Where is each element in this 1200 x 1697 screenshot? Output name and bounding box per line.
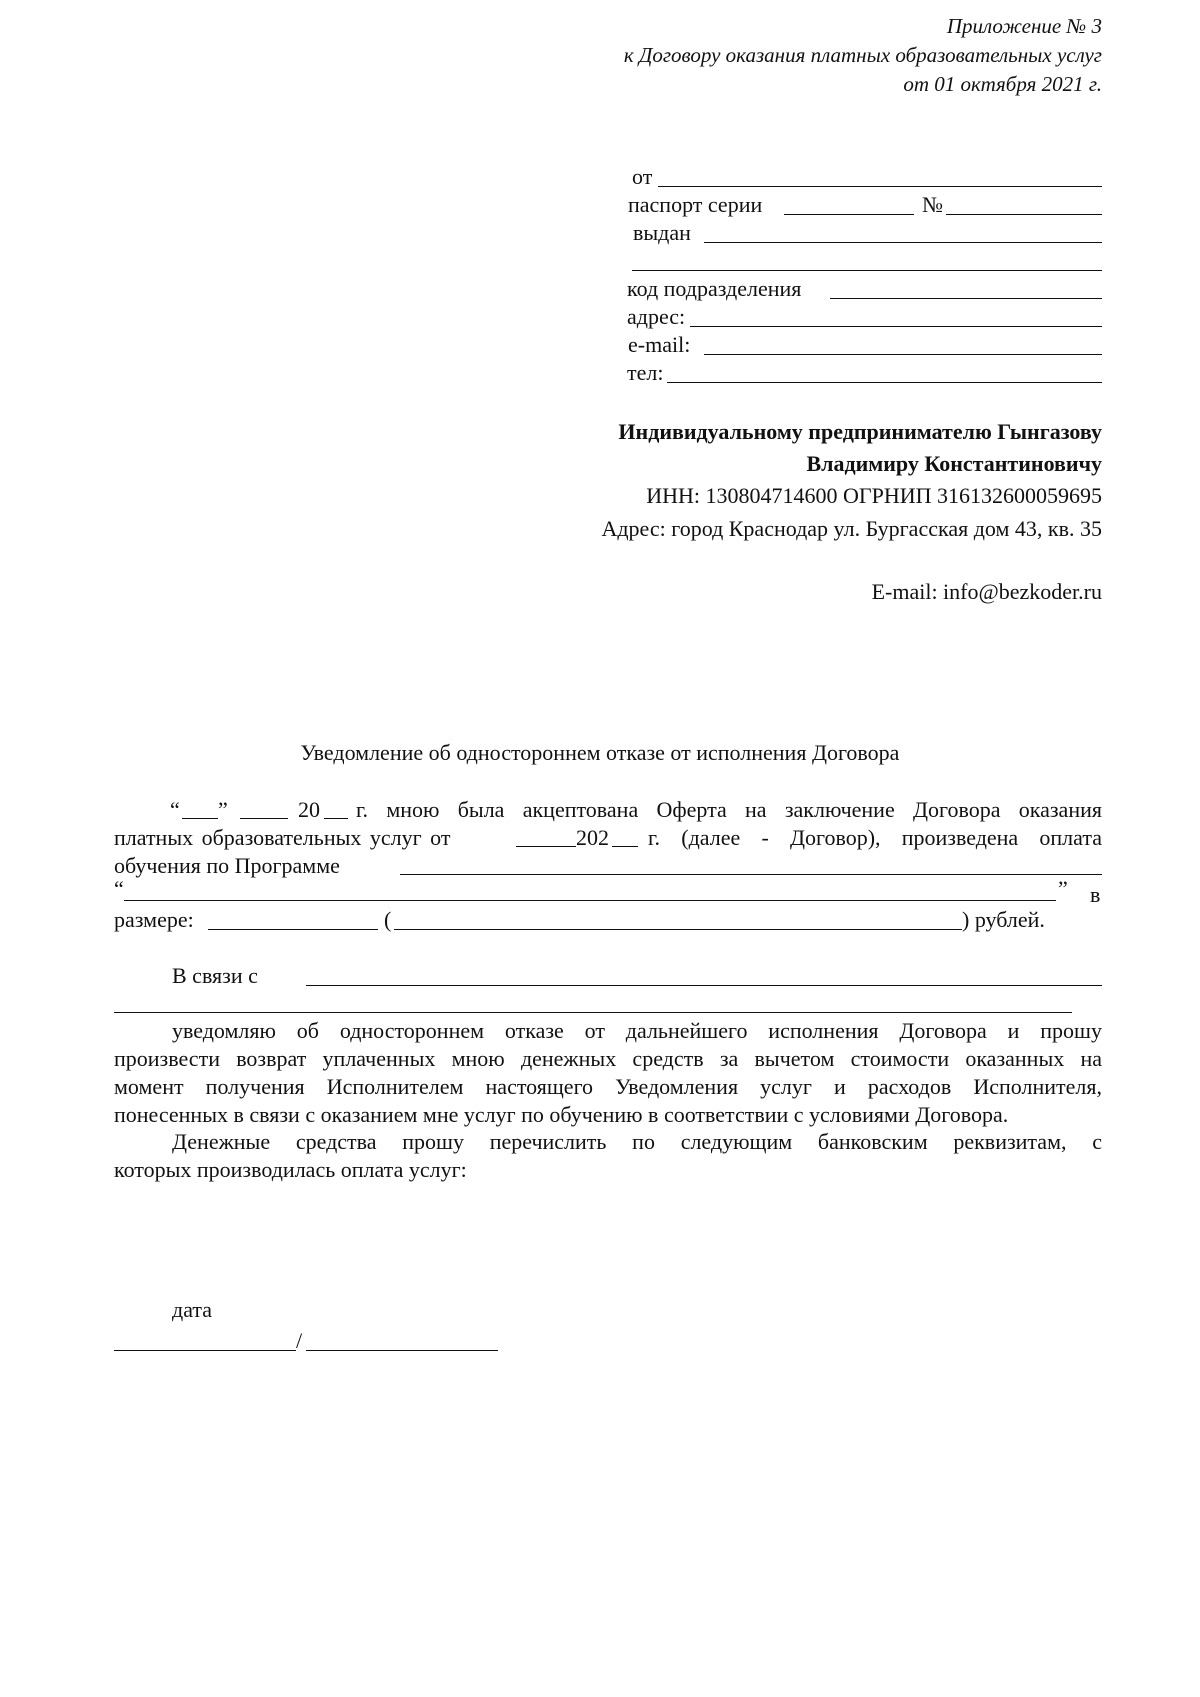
signature-field[interactable] <box>114 1350 296 1351</box>
signature-slash: / <box>296 1328 303 1353</box>
sender-from-field[interactable] <box>658 186 1102 187</box>
signature-name-field[interactable] <box>306 1350 498 1351</box>
p1-line4-quote-close: ” <box>1058 876 1068 901</box>
issued-label: выдан <box>633 220 691 245</box>
p2-line1: уведомляю об одностороннем отказе от дальнейшего исполнения Договора и прошу <box>172 1018 1102 1043</box>
issued-field-line2[interactable] <box>632 270 1102 271</box>
division-code-field[interactable] <box>830 298 1102 299</box>
p1-year-prefix: 20 <box>298 797 320 822</box>
passport-series-field[interactable] <box>784 214 914 215</box>
address-field[interactable] <box>690 326 1102 327</box>
p1-month-field[interactable] <box>240 818 288 819</box>
p1-line5-paren-open: ( <box>384 907 392 932</box>
appendix-contract-ref: к Договору оказания платных образовательных услуг <box>623 43 1102 67</box>
p1-day-field[interactable] <box>182 818 218 819</box>
p1-year-field[interactable] <box>324 818 348 819</box>
reason-field[interactable] <box>306 985 1102 986</box>
issued-field[interactable] <box>704 242 1102 243</box>
recipient-address: Адрес: город Краснодар ул. Бургасская дом 43, кв. 35 <box>601 516 1102 541</box>
amount-number-field[interactable] <box>208 929 378 930</box>
division-code-label: код подразделения <box>627 276 802 301</box>
p2-prefix: В связи с <box>172 963 258 988</box>
appendix-number: Приложение № 3 <box>946 14 1102 38</box>
p1-quote-close: ” <box>218 797 228 822</box>
p1-line3: обучения по Программе <box>114 853 340 878</box>
passport-number-field[interactable] <box>946 214 1102 215</box>
p1-line1-text: г. мною была акцептована Оферта на заключение Договора оказания <box>356 797 1102 822</box>
passport-number-label: № <box>922 192 943 217</box>
recipient-inn: ИНН: 130804714600 ОГРНИП 316132600059695 <box>646 483 1102 508</box>
recipient-email: E-mail: info@bezkoder.ru <box>871 579 1102 604</box>
recipient-name-line1: Индивидуальному предпринимателю Гынгазову <box>618 419 1102 444</box>
p2-line3: момент получения Исполнителем настоящего Уведомления услуг и расходов Исполнителя, <box>114 1074 1102 1099</box>
date-label: дата <box>172 1297 213 1322</box>
amount-words-field[interactable] <box>394 929 962 930</box>
p1-line4-quote-open: “ <box>114 876 124 901</box>
sender-from-label: от <box>632 164 653 189</box>
p1-line2-a: платных образовательных услуг от <box>114 825 451 850</box>
email-field[interactable] <box>704 354 1102 355</box>
document-title: Уведомление об одностороннем отказе от исполнения Договора <box>300 740 900 765</box>
reason-field-line2[interactable] <box>114 1012 1072 1013</box>
program-field[interactable] <box>400 874 1102 875</box>
recipient-name-line2: Владимиру Константиновичу <box>806 451 1102 476</box>
p3-line1: Денежные средства прошу перечислить по следующим банковским реквизитам, с <box>172 1129 1102 1154</box>
address-label: адрес: <box>627 304 686 329</box>
p3-line2: которых производилась оплата услуг: <box>114 1157 467 1182</box>
phone-label: тел: <box>627 360 664 385</box>
appendix-contract-date: от 01 октября 2021 г. <box>903 72 1102 96</box>
passport-series-label: паспорт серии <box>628 192 763 217</box>
p1-line4-in: в <box>1090 882 1101 907</box>
program-name-field[interactable] <box>124 900 1056 901</box>
p2-line4: понесенных в связи с оказанием мне услуг по обучению в соответствии с условиями Договора. <box>114 1102 1009 1127</box>
p1-line2-b: 202 <box>576 825 609 850</box>
p2-line2: произвести возврат уплаченных мною денежных средств за вычетом стоимости оказанных на <box>114 1046 1102 1071</box>
p1-contract-year-field[interactable] <box>612 846 638 847</box>
p1-quote-open: “ <box>170 797 180 822</box>
p1-line5-amount-label: размере: <box>114 907 194 932</box>
p1-line2-c: г. (далее - Договор), произведена оплата <box>648 825 1102 850</box>
p1-contract-date-field[interactable] <box>516 846 576 847</box>
p1-line5-rubles: ) рублей. <box>962 907 1045 932</box>
email-label: e-mail: <box>628 332 691 357</box>
phone-field[interactable] <box>667 382 1102 383</box>
